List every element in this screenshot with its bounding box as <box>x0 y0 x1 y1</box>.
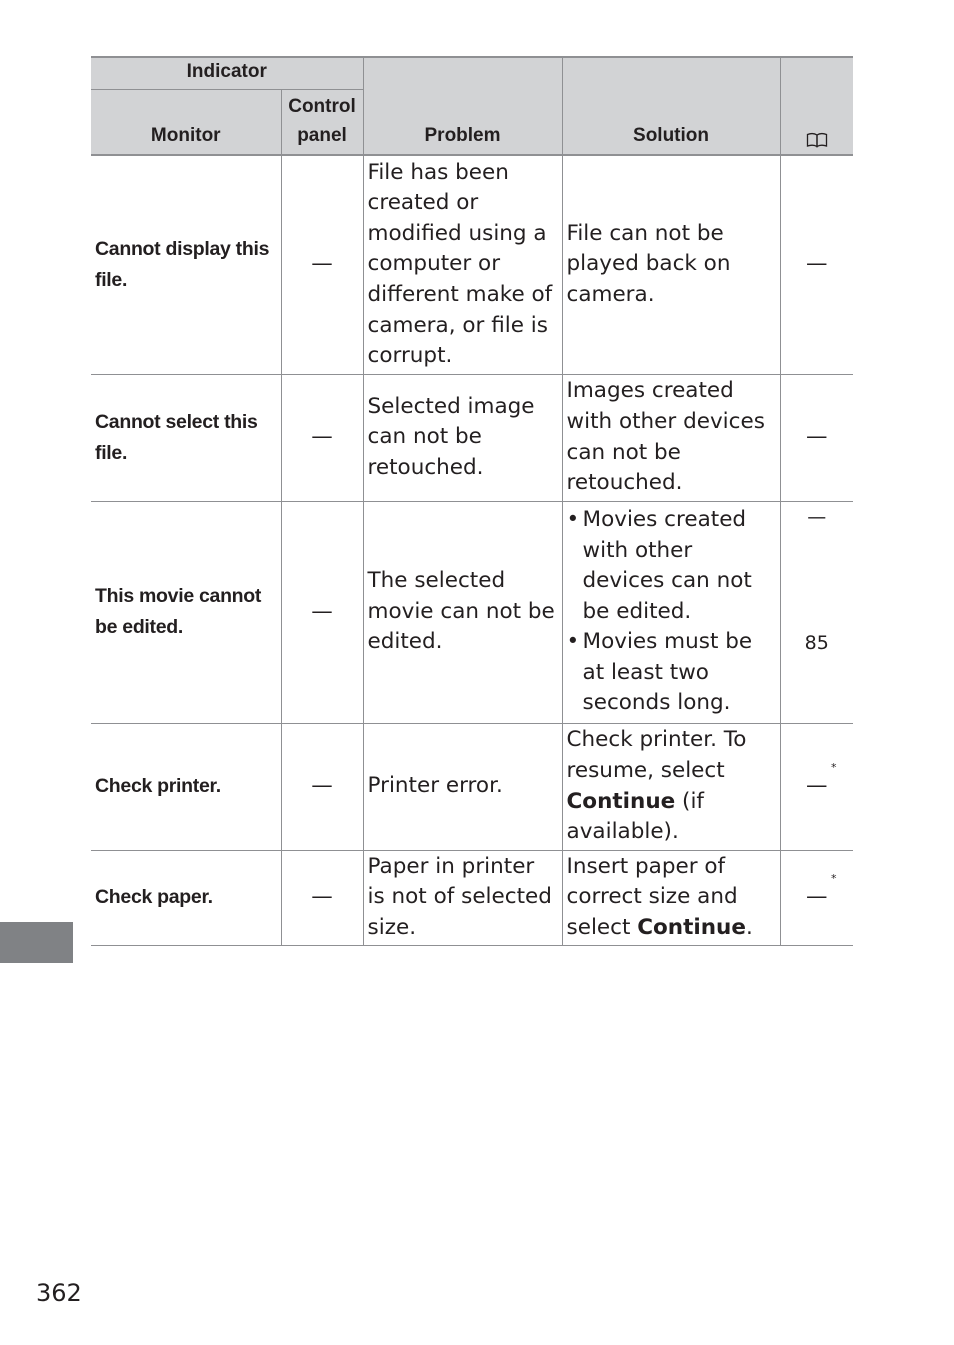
control-panel-indicator: — <box>281 850 363 945</box>
problem-text: Paper in printer is not of selected size. <box>363 850 562 945</box>
solution-bullet-list <box>567 505 776 719</box>
page-reference-dash: — <box>807 505 827 528</box>
monitor-message: Cannot display this file. <box>91 155 281 374</box>
bullet-glyph: • <box>566 506 580 532</box>
table-row <box>91 155 853 374</box>
error-message-table <box>91 56 853 946</box>
page-reference-dash: — <box>806 773 828 799</box>
solution-text <box>562 723 780 850</box>
monitor-header: Monitor <box>91 90 281 156</box>
reference-header <box>780 57 853 155</box>
problem-text: Selected image can not be retouched. <box>363 374 562 501</box>
solution-text <box>562 501 780 723</box>
control-panel-header-line1: Control <box>288 96 356 117</box>
footnote-asterisk: * <box>831 761 837 775</box>
list-item <box>567 505 776 627</box>
solution-header: Solution <box>562 57 780 155</box>
list-item <box>567 627 776 719</box>
monitor-message: Cannot select this file. <box>91 374 281 501</box>
problem-text: File has been created or modified using a computer or different make of camera, or file is corrupt. <box>363 155 562 374</box>
table-row <box>91 374 853 501</box>
footnote-asterisk: * <box>831 872 837 886</box>
page-number: 362 <box>36 1279 82 1307</box>
page-reference: — <box>780 155 853 374</box>
control-panel-header <box>281 90 363 156</box>
monitor-message: This movie cannot be edited. <box>91 501 281 723</box>
page-reference-number: 85 <box>804 631 829 654</box>
control-panel-indicator: — <box>281 723 363 850</box>
monitor-message: Check paper. <box>91 850 281 945</box>
control-panel-indicator: — <box>281 501 363 723</box>
book-icon <box>806 128 828 144</box>
indicator-header: Indicator <box>91 57 363 90</box>
bullet-glyph: • <box>566 629 580 655</box>
solution-text: File can not be played back on camera. <box>562 155 780 374</box>
solution-text: Images created with other devices can not be retouched. <box>562 374 780 501</box>
page-reference <box>780 850 853 945</box>
table-row <box>91 501 853 723</box>
solution-text-start: Check printer. To resume, select <box>566 727 747 783</box>
solution-text <box>562 850 780 945</box>
problem-text: The selected movie can not be edited. <box>363 501 562 723</box>
page-reference <box>780 723 853 850</box>
solution-text-start: Insert paper of correct size and select <box>566 853 738 940</box>
solution-bullet-text: Movies created with other devices can not be edited. <box>582 506 752 624</box>
page-reference: — <box>780 374 853 501</box>
control-panel-indicator: — <box>281 374 363 501</box>
table-row <box>91 723 853 850</box>
page-reference-dash: — <box>806 884 828 910</box>
solution-text-end: . <box>745 914 753 940</box>
continue-option: Continue <box>637 914 746 940</box>
monitor-message: Check printer. <box>91 723 281 850</box>
solution-bullet-text: Movies must be at least two seconds long. <box>582 629 753 716</box>
table-row <box>91 850 853 945</box>
problem-text: Printer error. <box>363 723 562 850</box>
problem-header: Problem <box>363 57 562 155</box>
control-panel-header-line2: panel <box>297 125 347 146</box>
section-thumb-tab <box>0 922 73 963</box>
control-panel-indicator: — <box>281 155 363 374</box>
continue-option: Continue <box>566 788 676 814</box>
solution-text-end: (if available). <box>566 788 704 845</box>
table-header <box>91 57 853 155</box>
page-reference <box>780 501 853 723</box>
